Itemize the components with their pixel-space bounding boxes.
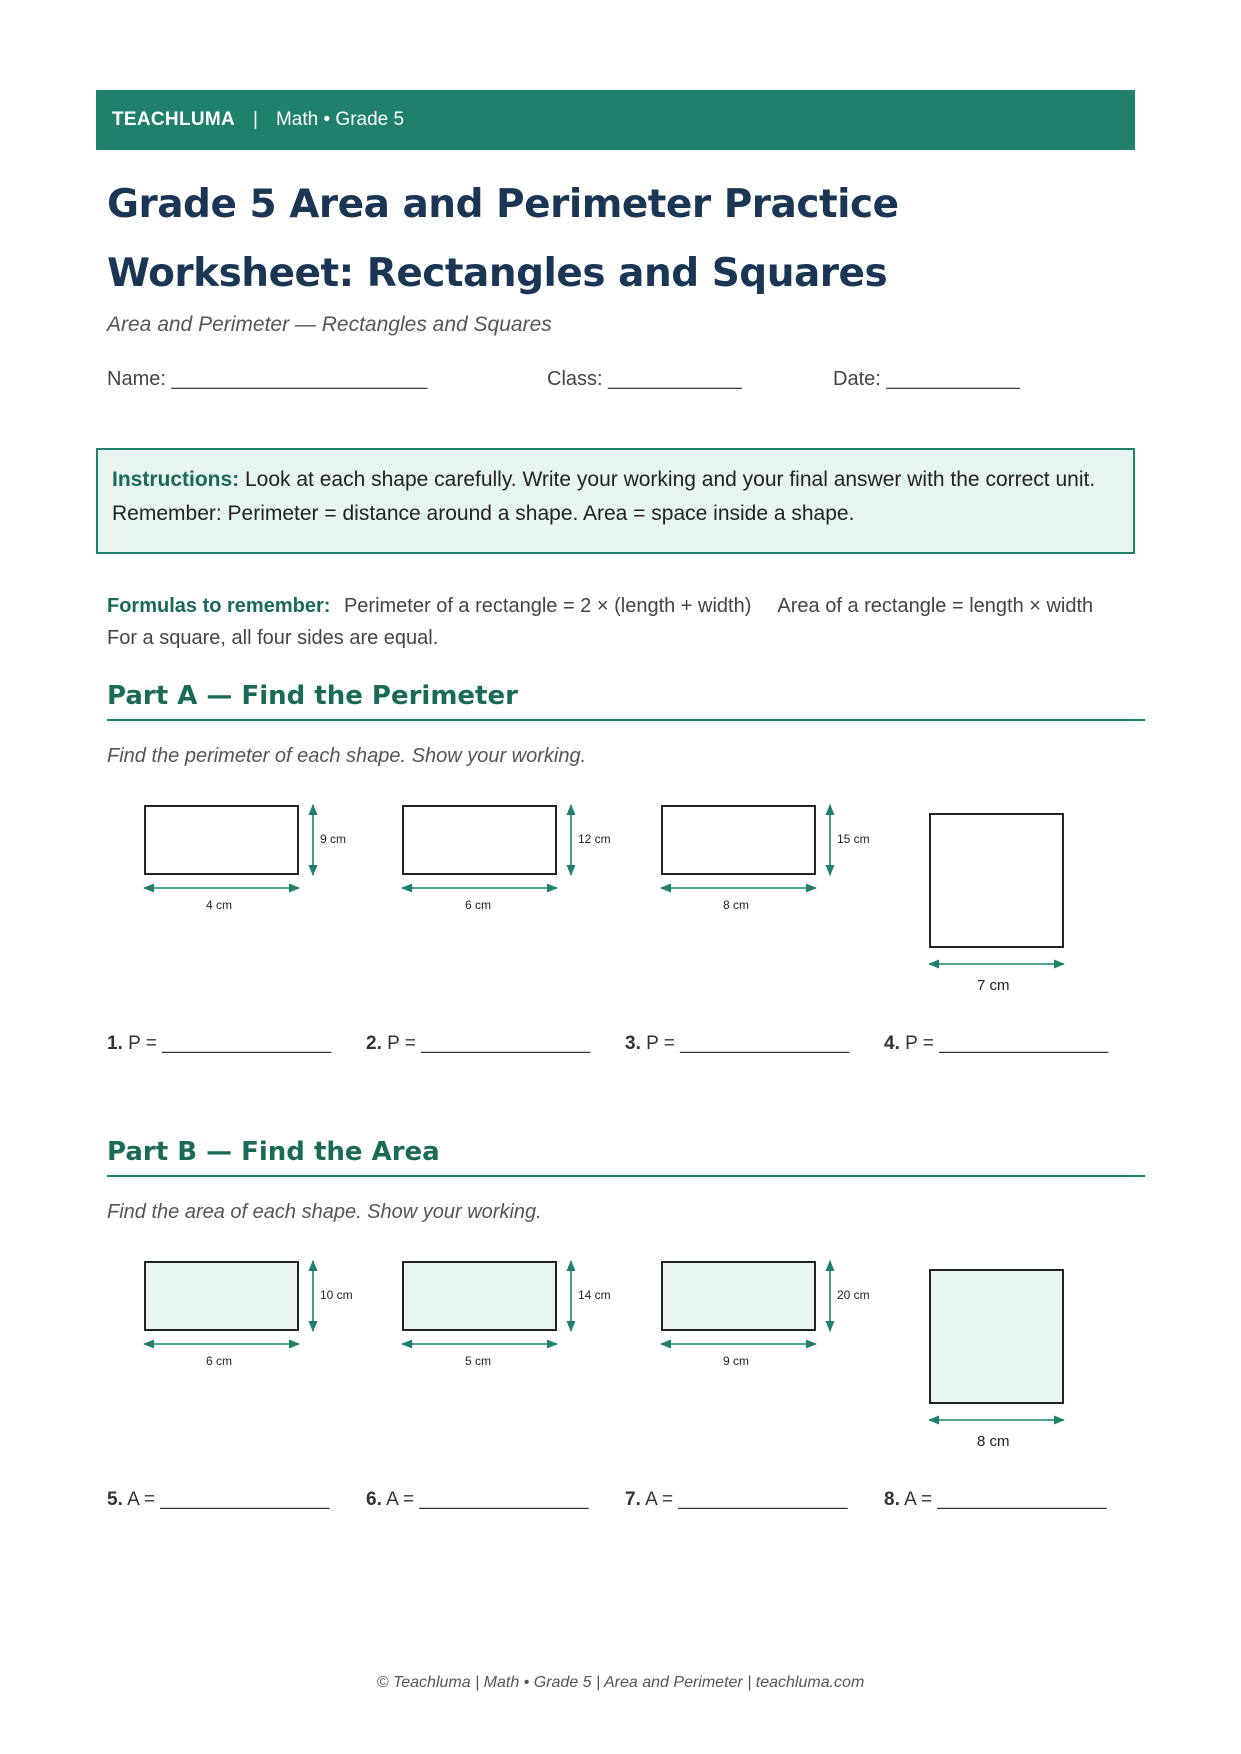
width-label-4: 7 cm xyxy=(977,977,1010,994)
height-label-3: 15 cm xyxy=(837,832,870,846)
worksheet-title: Grade 5 Area and Perimeter Practice Worksheet: Rectangles and Squares xyxy=(107,182,899,296)
page-footer: © Teachluma | Math • Grade 5 | Area and Perimeter | teachluma.com xyxy=(376,1674,865,1691)
height-label-1: 9 cm xyxy=(320,832,347,846)
answer-line-7[interactable]: 7. A = ________________ xyxy=(625,1489,848,1510)
height-label-6: 14 cm xyxy=(578,1288,611,1302)
answer-line-5[interactable]: 5. A = ________________ xyxy=(107,1489,330,1510)
part-b-instruction: Find the area of each shape. Show your working. xyxy=(107,1201,542,1223)
part-b-title: Part B — Find the Area xyxy=(107,1137,1145,1177)
instructions-text: Look at each shape carefully. Write your working and your final answer with the correct unit. Remember: Perimeter = distance around a shape. Area = space inside a shape. xyxy=(112,468,1096,525)
header-separator: | xyxy=(253,109,258,130)
answer-line-2[interactable]: 2. P = ________________ xyxy=(366,1033,591,1054)
date-field[interactable]: Date: ____________ xyxy=(833,368,1020,390)
header-subject: Math • Grade 5 xyxy=(275,109,405,130)
perimeter-formula: Perimeter of a rectangle = 2 × (length + width) xyxy=(343,595,752,617)
instructions-label: Instructions: xyxy=(112,468,240,491)
width-label-7: 9 cm xyxy=(723,1354,750,1368)
brand-name: TEACHLUMA xyxy=(112,109,236,130)
width-label-2: 6 cm xyxy=(465,898,492,912)
worksheet-subtitle: Area and Perimeter — Rectangles and Squares xyxy=(107,313,552,336)
class-field[interactable]: Class: ____________ xyxy=(547,368,742,390)
square-note: For a square, all four sides are equal. xyxy=(107,627,439,649)
part-a-instruction: Find the perimeter of each shape. Show your working. xyxy=(107,745,587,767)
answer-line-8[interactable]: 8. A = ________________ xyxy=(884,1489,1107,1510)
height-label-7: 20 cm xyxy=(837,1288,870,1302)
width-label-5: 6 cm xyxy=(206,1354,233,1368)
part-a-title: Part A — Find the Perimeter xyxy=(107,681,1145,721)
height-label-2: 12 cm xyxy=(578,832,611,846)
width-label-3: 8 cm xyxy=(723,898,750,912)
width-label-1: 4 cm xyxy=(206,898,233,912)
answer-line-6[interactable]: 6. A = ________________ xyxy=(366,1489,589,1510)
height-label-5: 10 cm xyxy=(320,1288,353,1302)
answer-line-4[interactable]: 4. P = ________________ xyxy=(884,1033,1109,1054)
formulas-label: Formulas to remember: xyxy=(107,595,331,617)
width-label-6: 5 cm xyxy=(465,1354,492,1368)
width-label-8: 8 cm xyxy=(977,1433,1010,1450)
answer-line-3[interactable]: 3. P = ________________ xyxy=(625,1033,850,1054)
name-field[interactable]: Name: _______________________ xyxy=(107,368,428,390)
answer-line-1[interactable]: 1. P = ________________ xyxy=(107,1033,332,1054)
area-formula: Area of a rectangle = length × width xyxy=(777,595,1094,617)
